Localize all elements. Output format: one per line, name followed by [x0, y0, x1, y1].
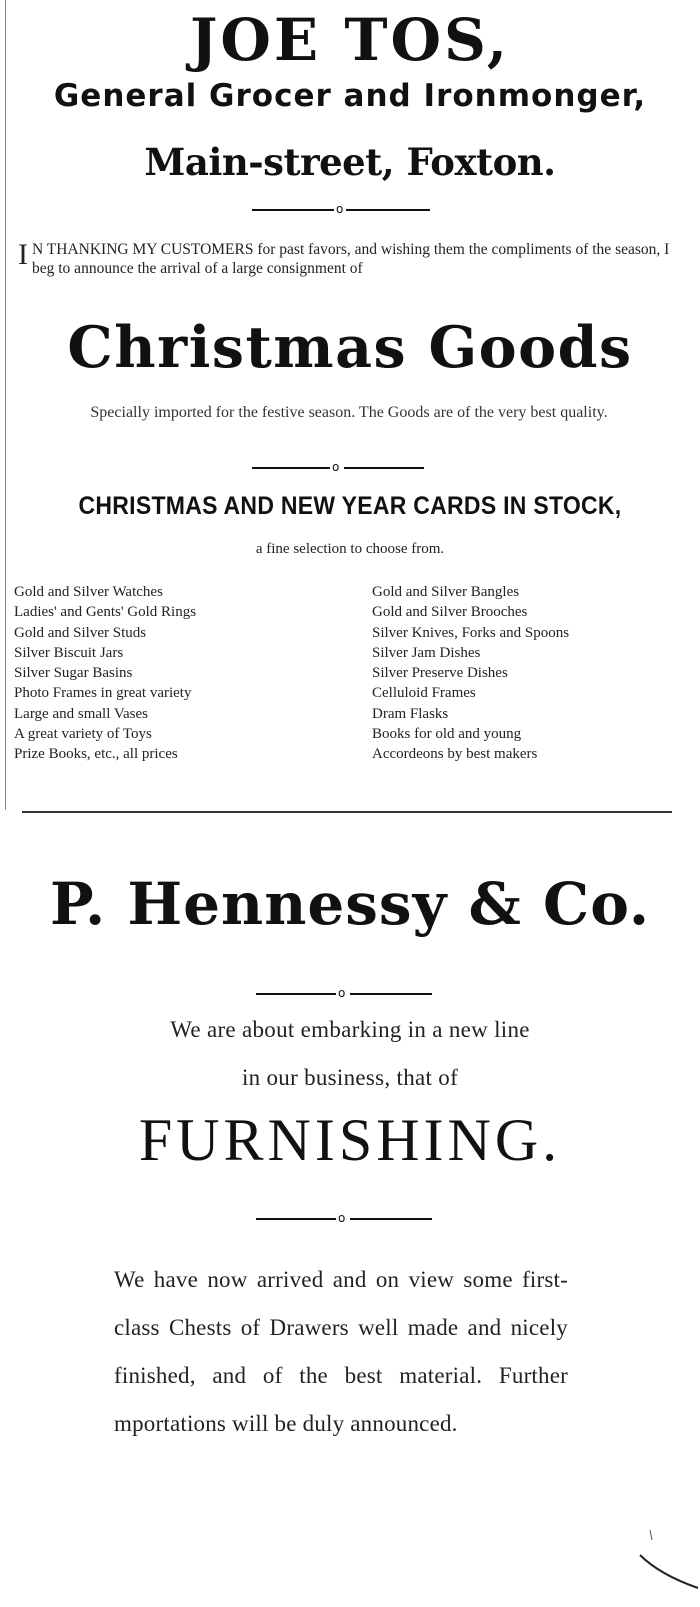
list-item: A great variety of Toys — [14, 726, 152, 743]
christmas-goods-headline: Christmas Goods — [67, 314, 633, 381]
intro-text: N THANKING MY CUSTOMERS for past favors, and wishing them the compliments of the season, I beg to announce the arrival of a large consignment of — [32, 241, 670, 277]
hennessy-body: We have now arrived and on view some first-class Chests of Drawers well made and nicely finished, and of the best material. Further mportations will be duly announced. — [114, 1267, 568, 1436]
cards-subheading: a fine selection to choose from. — [255, 541, 445, 557]
list-item: Celluloid Frames — [372, 685, 476, 702]
cards-heading: CHRISTMAS AND NEW YEAR CARDS IN STOCK, — [78, 492, 622, 520]
list-item: Books for old and young — [372, 726, 522, 743]
list-item: Dram Flasks — [372, 705, 449, 722]
special-note: Specially imported for the festive season. The Goods are of the very best quality. — [90, 404, 608, 421]
advertiser-trade: General Grocer and Ironmonger, — [53, 78, 647, 114]
hennessy-name: P. Hennessy & Co. — [49, 870, 651, 938]
furnishing-headline: FURNISHING. — [138, 1107, 562, 1173]
list-item: Photo Frames in great variety — [14, 685, 192, 702]
list-item: Silver Knives, Forks and Spoons — [372, 624, 570, 641]
section-divider — [22, 811, 672, 813]
advertiser-address: Main-street, Foxton. — [144, 140, 556, 184]
goods-list-left — [14, 582, 334, 765]
column-border — [5, 0, 6, 810]
ornamental-rule: o — [256, 984, 432, 1004]
hennessy-line-1: We are about embarking in a new line — [170, 1017, 530, 1042]
drop-cap: I — [18, 238, 28, 271]
list-item: Prize Books, etc., all prices — [14, 746, 178, 763]
list-item: Silver Preserve Dishes — [372, 665, 508, 682]
intro-paragraph — [18, 240, 678, 278]
list-item: Ladies' and Gents' Gold Rings — [14, 604, 197, 621]
advertiser-name: JOE TOS, — [189, 6, 511, 74]
list-item: Gold and Silver Studs — [14, 624, 147, 641]
hennessy-line-2: in our business, that of — [241, 1065, 459, 1090]
list-item: Silver Sugar Basins — [14, 665, 133, 682]
list-item: Gold and Silver Watches — [14, 584, 163, 600]
ornamental-rule: o — [256, 1209, 432, 1229]
list-item: Large and small Vases — [14, 705, 148, 722]
goods-list-right — [372, 582, 692, 765]
list-item: Gold and Silver Brooches — [372, 604, 528, 621]
ornamental-rule: o — [252, 200, 430, 220]
list-item: Silver Jam Dishes — [372, 644, 481, 661]
list-item: Silver Biscuit Jars — [14, 644, 124, 661]
list-item: Accordeons by best makers — [372, 746, 538, 763]
list-item: Gold and Silver Bangles — [372, 584, 520, 600]
ornamental-rule: o — [252, 458, 424, 478]
scan-artifact — [630, 1500, 700, 1590]
